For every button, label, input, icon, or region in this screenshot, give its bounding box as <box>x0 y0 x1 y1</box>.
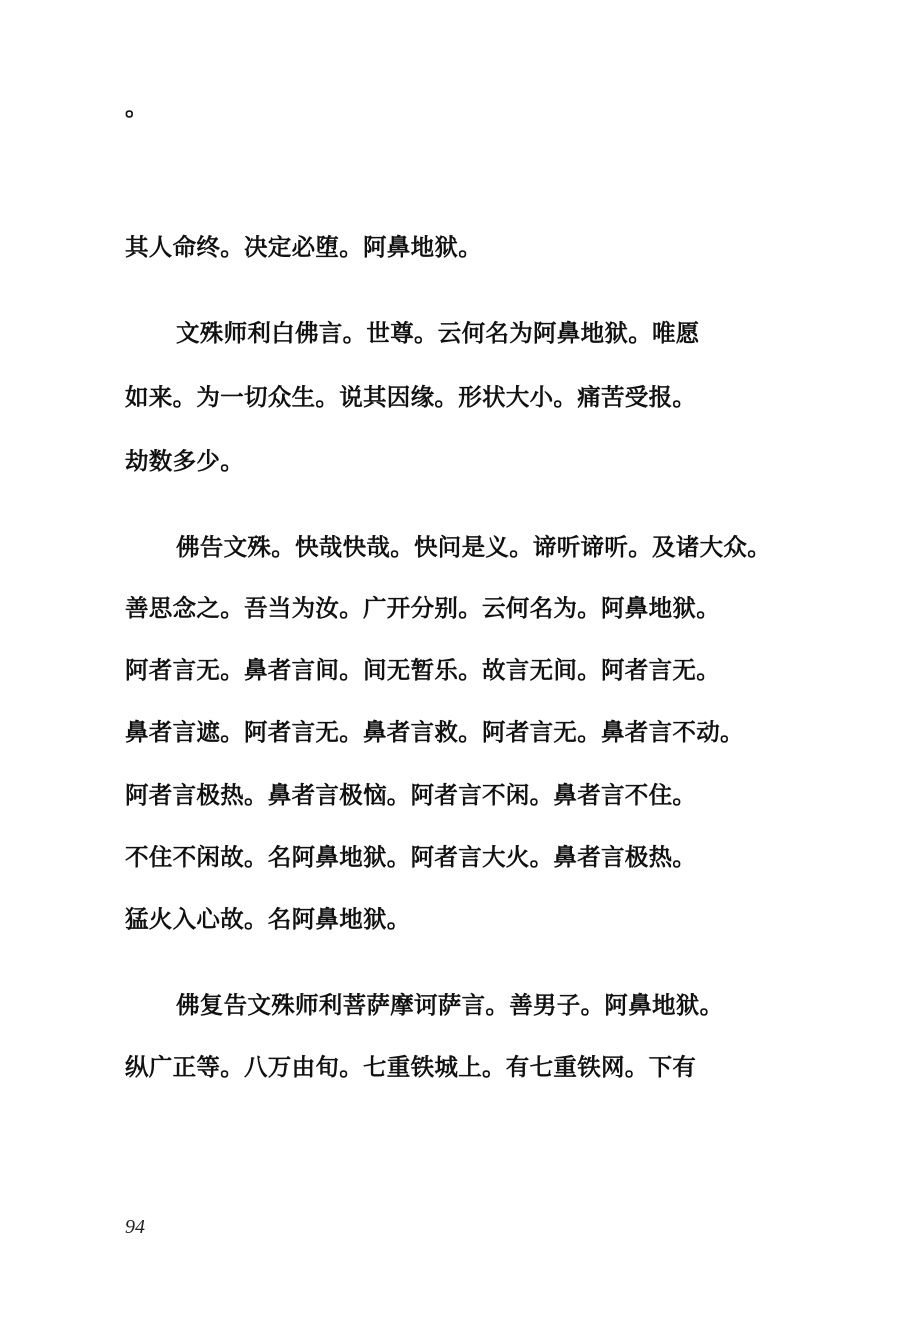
text-line: 善思念之。吾当为汝。广开分别。云何名为。阿鼻地狱。 <box>125 594 720 622</box>
page-number: 94 <box>125 1216 145 1238</box>
text-line: 鼻者言遮。阿者言无。鼻者言救。阿者言无。鼻者言不动。 <box>125 718 744 746</box>
text-line-continuation: 。 <box>125 93 149 121</box>
paragraph-start-line: 佛复告文殊师利菩萨摩诃萨言。善男子。阿鼻地狱。 <box>176 991 724 1019</box>
text-line: 纵广正等。八万由旬。七重铁城上。有七重铁网。下有 <box>125 1053 697 1081</box>
text-line: 如来。为一切众生。说其因缘。形状大小。痛苦受报。 <box>125 383 697 411</box>
paragraph-start-line: 文殊师利白佛言。世尊。云何名为阿鼻地狱。唯愿 <box>176 319 700 347</box>
text-line: 阿者言无。鼻者言间。间无暂乐。故言无间。阿者言无。 <box>125 656 720 684</box>
paragraph-start-line: 佛告文殊。快哉快哉。快问是义。谛听谛听。及诸大众。 <box>176 533 771 561</box>
text-line: 猛火入心故。名阿鼻地狱。 <box>125 905 411 933</box>
text-line: 不住不闲故。名阿鼻地狱。阿者言大火。鼻者言极热。 <box>125 843 697 871</box>
text-line: 其人命终。决定必堕。阿鼻地狱。 <box>125 233 482 261</box>
text-line: 劫数多少。 <box>125 447 244 475</box>
text-line: 阿者言极热。鼻者言极恼。阿者言不闲。鼻者言不住。 <box>125 781 697 809</box>
